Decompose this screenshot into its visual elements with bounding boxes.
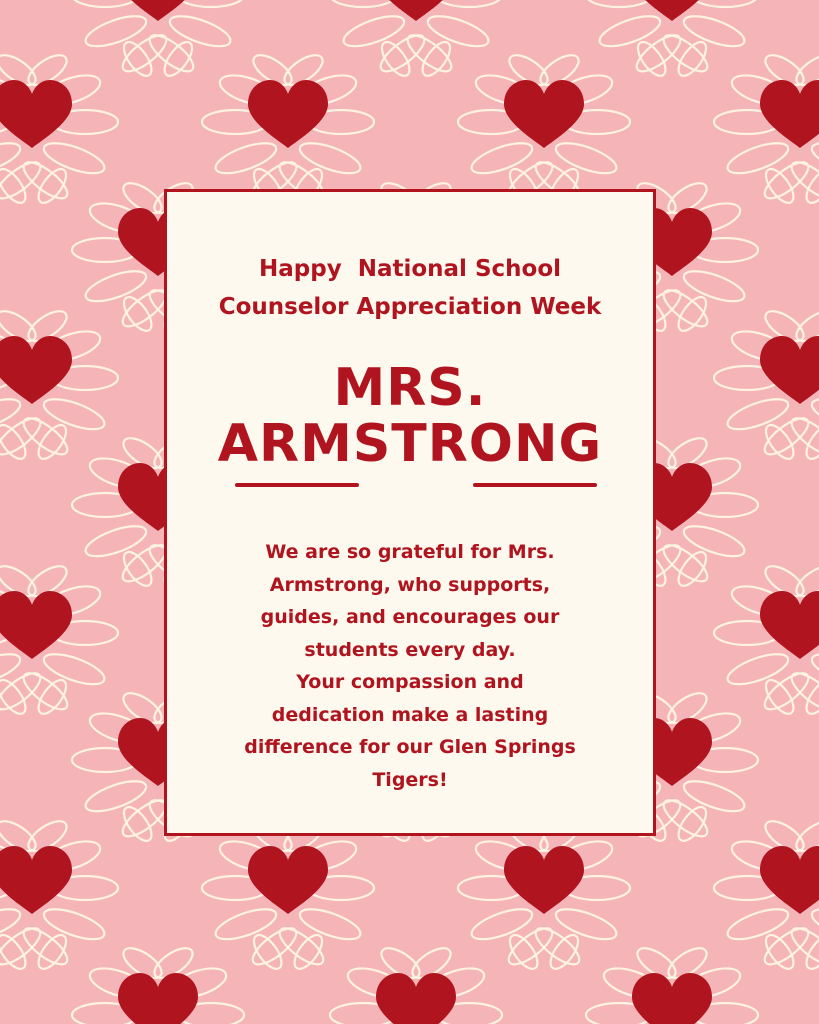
heading-line: Happy National School <box>259 256 561 282</box>
name-underline-left <box>235 483 359 487</box>
winged-heart-icon <box>202 49 374 207</box>
appreciation-card <box>164 189 656 836</box>
winged-heart-icon <box>202 815 374 973</box>
heart-shape <box>248 80 328 148</box>
winged-heart-icon <box>0 49 118 207</box>
winged-heart-icon <box>72 0 244 80</box>
winged-heart-icon <box>0 560 118 718</box>
winged-heart-icon <box>0 815 118 973</box>
winged-heart-icon <box>330 942 502 1024</box>
heart-shape <box>632 973 712 1024</box>
appreciation-message <box>167 536 653 796</box>
message-line: Armstrong, who supports, <box>269 573 551 596</box>
heart-shape <box>0 591 72 659</box>
heart-shape <box>118 973 198 1024</box>
message-line: difference for our Glen Springs <box>244 736 576 758</box>
winged-heart-icon <box>330 0 502 80</box>
winged-heart-icon <box>714 815 819 973</box>
heart-shape <box>0 336 72 404</box>
heart-shape <box>376 973 456 1024</box>
heart-shape <box>760 846 819 914</box>
name-underline-right <box>473 483 597 487</box>
heart-shape <box>760 80 819 148</box>
message-line: dedication make a lasting <box>271 703 549 726</box>
heart-shape <box>760 336 819 404</box>
counselor-name <box>167 360 653 472</box>
wing-loop <box>808 137 819 179</box>
message-line: We are so grateful for Mrs. <box>265 541 555 563</box>
heart-shape <box>504 846 584 914</box>
winged-heart-icon <box>586 942 758 1024</box>
heading-line: Counselor Appreciation Week <box>218 294 602 320</box>
message-line: Your compassion and <box>296 671 524 693</box>
winged-heart-icon <box>72 942 244 1024</box>
message-line: Tigers! <box>372 768 448 791</box>
wing-loop <box>692 0 758 7</box>
winged-heart-icon <box>586 0 758 80</box>
winged-heart-icon <box>714 560 819 718</box>
name-line: MRS. <box>333 358 487 418</box>
winged-heart-icon <box>714 305 819 463</box>
wing-loop <box>808 393 819 435</box>
message-line: guides, and encourages our <box>260 606 560 628</box>
wing-loop <box>72 0 138 7</box>
message-line: students every day. <box>304 638 516 661</box>
wing-loop <box>436 0 502 7</box>
winged-heart-icon <box>458 815 630 973</box>
wing-loop <box>808 903 819 945</box>
heart-shape <box>248 846 328 914</box>
wing-loop <box>808 648 819 690</box>
wing-loop <box>178 0 244 7</box>
name-line: ARMSTRONG <box>217 414 603 474</box>
card-heading <box>167 250 653 326</box>
heart-shape <box>0 846 72 914</box>
heart-shape <box>504 80 584 148</box>
wing-loop <box>330 0 396 7</box>
winged-heart-icon <box>0 305 118 463</box>
winged-heart-icon <box>458 49 630 207</box>
heart-shape <box>760 591 819 659</box>
heart-shape <box>0 80 72 148</box>
wing-loop <box>586 0 652 7</box>
winged-heart-icon <box>714 49 819 207</box>
